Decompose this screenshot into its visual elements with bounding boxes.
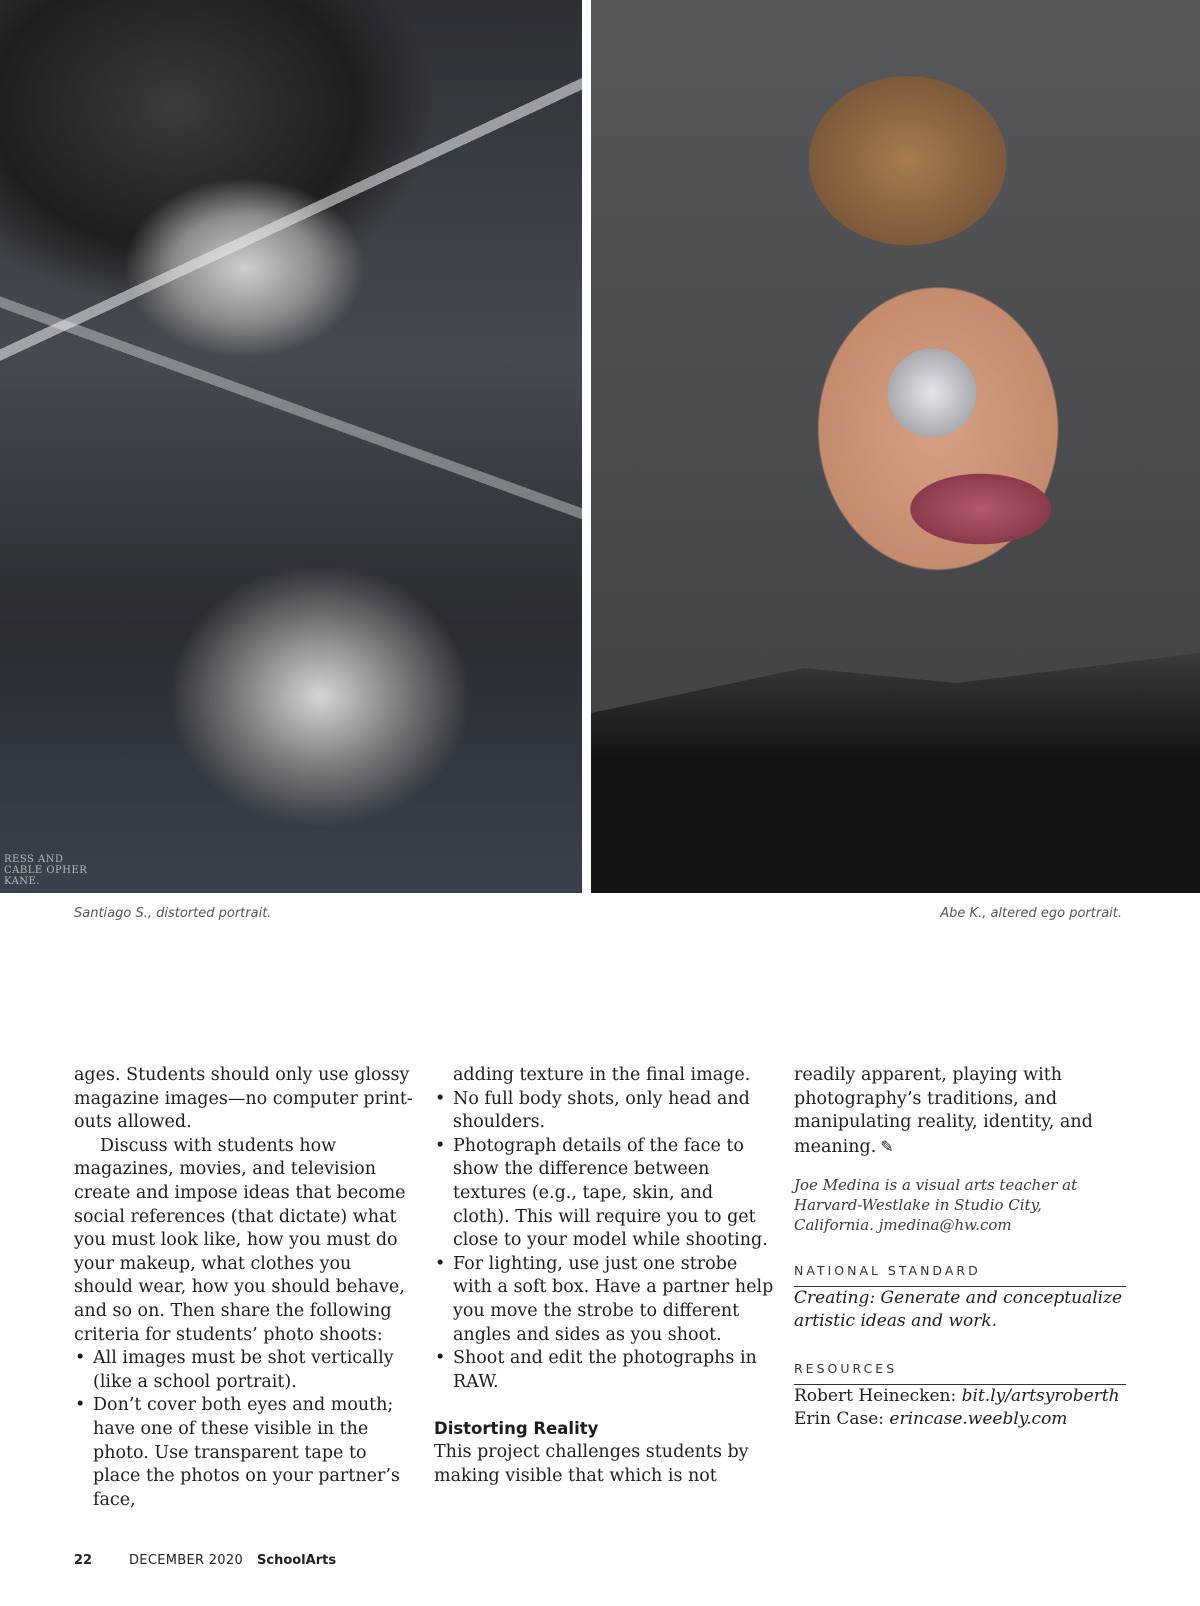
photo-abe-altered-ego-portrait [591, 0, 1200, 893]
paragraph: This project challenges students by making visible that which is not [434, 1442, 749, 1486]
caption-left: Santiago S., distorted portrait. [74, 906, 272, 921]
list-item: • No full body shots, only head and shoulders. [434, 1088, 774, 1135]
list-item-continued: adding texture in the final image. [453, 1065, 751, 1085]
resources-heading: RESOURCES [794, 1357, 1126, 1385]
resource-item [794, 1408, 1126, 1431]
criteria-list [74, 1347, 414, 1512]
resource-item [794, 1385, 1126, 1408]
national-standard-heading: NATIONAL STANDARD [794, 1259, 1126, 1287]
list-item: • For lighting, use just one strobe with a soft box. Have a partner help you move the strobe to different angles and sides as you shoot. [434, 1253, 774, 1347]
article-column-2 [434, 1064, 774, 1489]
paragraph: Discuss with students how magazines, movies, and television create and impose ideas that become social references (that dictate) what you must look like, how you must do your makeup, what clothes you should wear, how you should behave, and so on. Then share the following criteria for students’ photo shoots: [74, 1135, 406, 1345]
resource-name: Robert Heinecken: [794, 1385, 957, 1406]
author-bio: Joe Medina is a visual arts teacher at Harvard-Westlake in Studio City, California. jmedina@hw.com [794, 1176, 1078, 1235]
list-item: • Don’t cover both eyes and mouth; have one of these visible in the photo. Use transparent tape to place the photos on your partner’s face, [74, 1394, 414, 1512]
caption-right: Abe K., altered ego portrait. [940, 906, 1122, 921]
photo-santiago-distorted-portrait [0, 0, 582, 893]
page-footer [74, 1553, 336, 1568]
resource-name: Erin Case: [794, 1408, 884, 1429]
paragraph-text: readily apparent, playing with photography’s traditions, and manipulating reality, identity, and meaning. [794, 1065, 1093, 1157]
magazine-name: SchoolArts [257, 1553, 337, 1568]
magazine-text-fragment: RESS AND CABLE OPHER KANE. [4, 854, 88, 887]
issue-date: DECEMBER 2020 [129, 1553, 244, 1568]
resource-link[interactable]: bit.ly/artsyroberth [961, 1385, 1120, 1406]
article-column-1 [74, 1064, 414, 1512]
criteria-list [434, 1088, 774, 1395]
list-item: • Photograph details of the face to show the difference between textures (e.g., tape, skin, and cloth). This will require you to get close to your model while shooting. [434, 1135, 774, 1253]
end-mark-icon: ✎ [880, 1136, 894, 1156]
list-item: • All images must be shot vertically (like a school portrait). [74, 1347, 414, 1394]
page-number: 22 [74, 1553, 93, 1568]
article-column-3 [794, 1064, 1126, 1431]
paragraph [794, 1064, 1126, 1159]
paragraph: ages. Students should only use glossy magazine images—no computer print-outs allowed. [74, 1065, 413, 1133]
section-heading: Distorting Reality [434, 1419, 599, 1439]
resource-link[interactable]: erincase.weebly.com [889, 1408, 1068, 1429]
list-item: • Shoot and edit the photographs in RAW. [434, 1347, 774, 1394]
national-standard-text: Creating: Generate and conceptualize artistic ideas and work. [794, 1287, 1123, 1331]
